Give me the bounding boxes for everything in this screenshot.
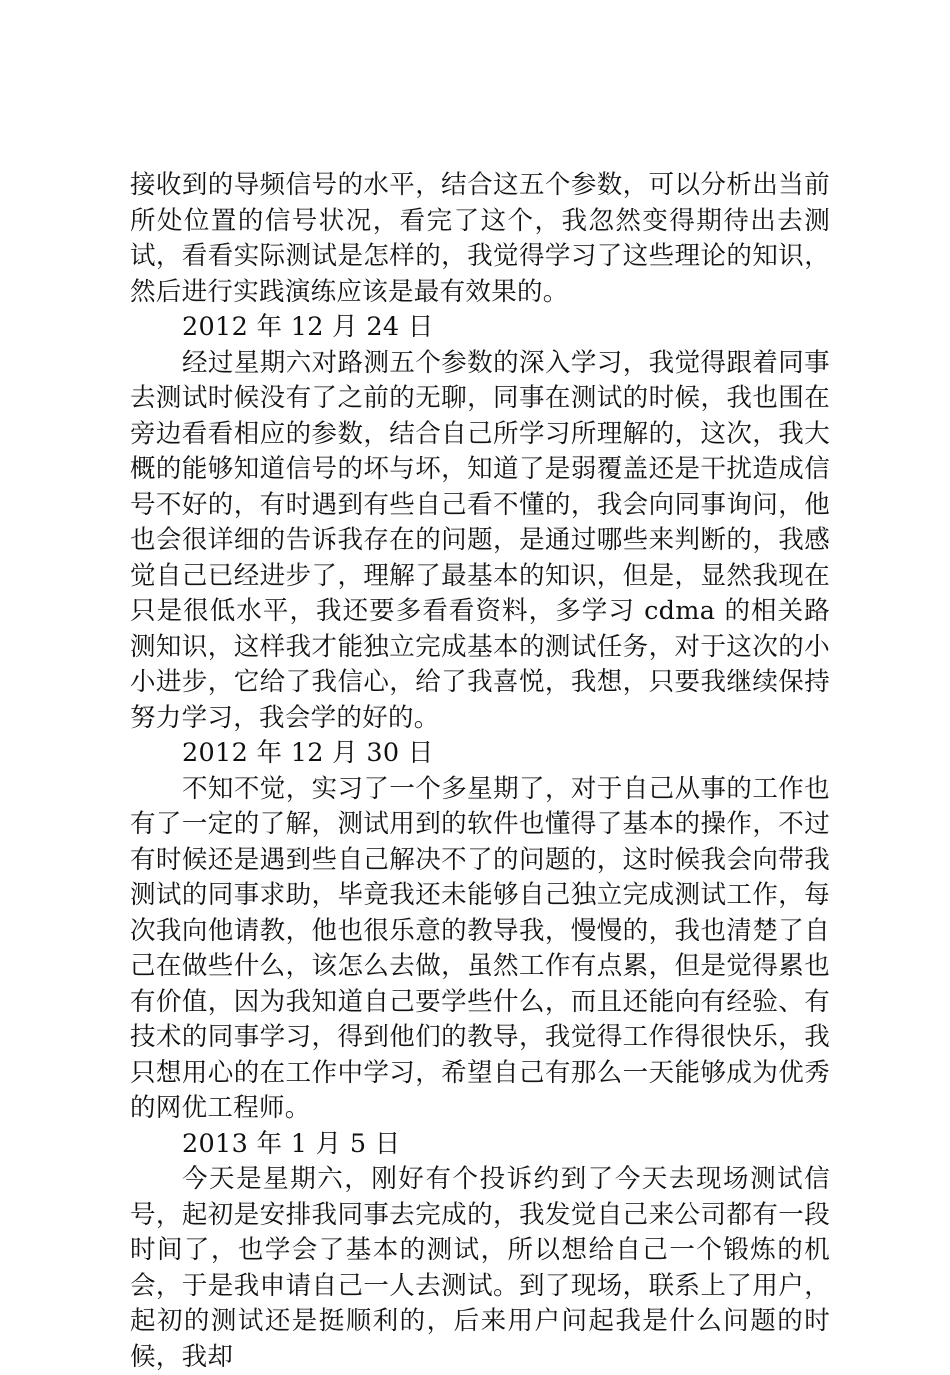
document-body [130,168,830,1375]
date-heading-3: 2013 年 1 月 5 日 [182,1128,401,1159]
paragraph-3: 不知不觉，实习了一个多星期了，对于自己从事的工作也有了一定的了解，测试用到的软件也懂得了基本的操作，不过有时候还是遇到些自己解决不了的问题的，这时候我会向带我测试的同事求助，毕竟我还未能够自己独立完成测试工作，每次我向他请教，他也很乐意的教导我，慢慢的，我也清楚了自己在做些什么，该怎么去做，虽然工作有点累，但是觉得累也有价值，因为我知道自己要学些什么，而且还能向有经验、有技术的同事学习，得到他们的教导，我觉得工作得很快乐，我只想用心的在工作中学习，希望自己有那么一天能够成为优秀的网优工程师。 [130,773,830,1123]
date-heading-2: 2012 年 12 月 30 日 [182,738,434,768]
paragraph-1: 接收到的导频信号的水平，结合这五个参数，可以分析出当前所处位置的信号状况，看完了这个，我忽然变得期待出去测试，看看实际测试是怎样的，我觉得学习了这些理论的知识，然后进行实践演练应该是最有效果的。 [130,170,830,307]
paragraph-4: 今天是星期六，刚好有个投诉约到了今天去现场测试信号，起初是安排我同事去完成的，我发觉自己来公司都有一段时间了，也学会了基本的测试，所以想给自己一个锻炼的机会，于是我申请自己一人去测试。到了现场，联系上了用户，起初的测试还是挺顺利的，后来用户问起我是什么问题的时候，我却 [130,1164,830,1372]
paragraph-2: 经过星期六对路测五个参数的深入学习，我觉得跟着同事去测试时候没有了之前的无聊，同事在测试的时候，我也围在旁边看看相应的参数，结合自己所学习所理解的，这次，我大概的能够知道信号的坏与坏，知道了是弱覆盖还是干扰造成信号不好的，有时遇到有些自己看不懂的，我会向同事询问，他也会很详细的告诉我存在的问题，是通过哪些来判断的，我感觉自己已经进步了，理解了最基本的知识，但是，显然我现在只是很低水平，我还要多看看资料，多学习 cdma 的相关路测知识，这样我才能独立完成基本的测试任务，对于这次的小小进步，它给了我信心，给了我喜悦，我想，只要我继续保持努力学习，我会学的好的。 [130,347,830,733]
date-heading-1: 2012 年 12 月 24 日 [182,312,434,342]
